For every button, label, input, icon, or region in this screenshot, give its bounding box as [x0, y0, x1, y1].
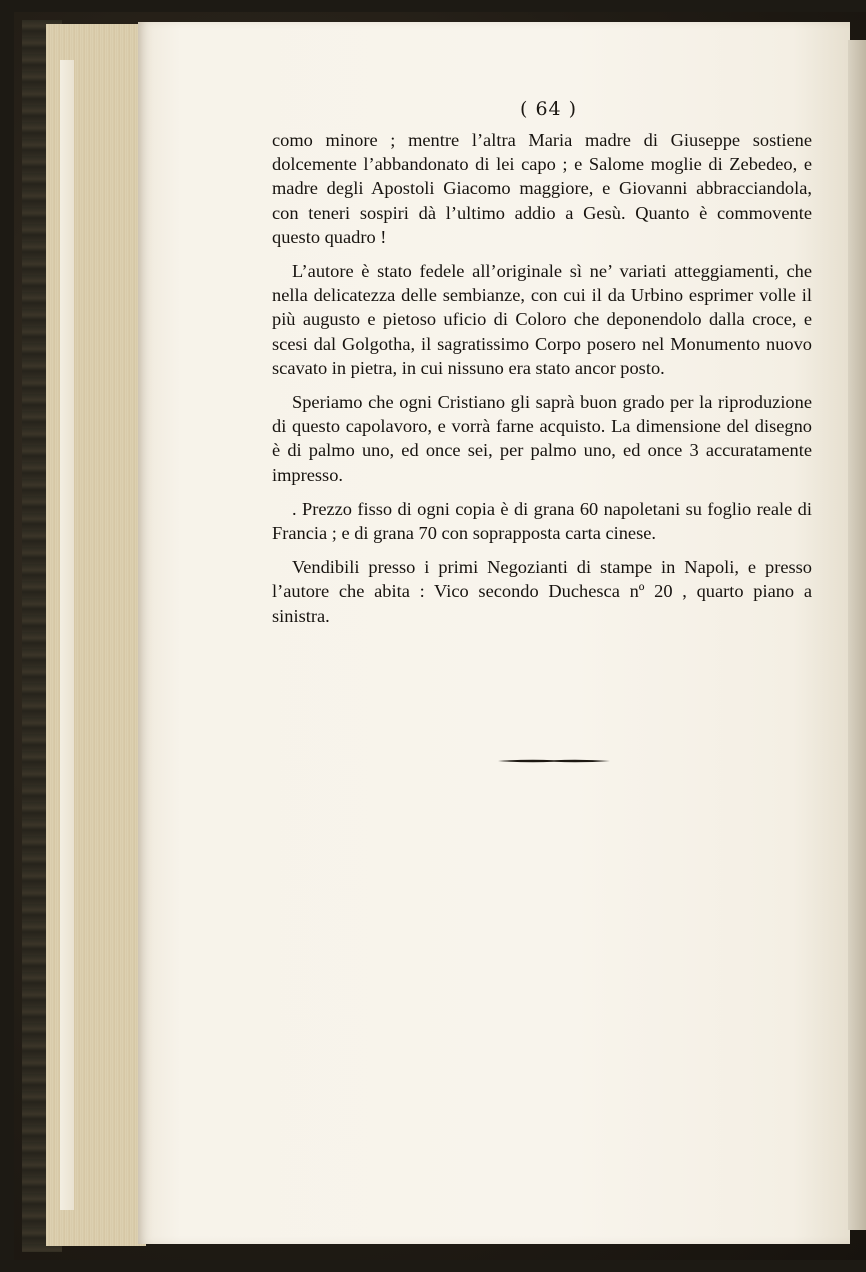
paragraph-1: como minore ; mentre l’altra Maria madre di Giuseppe sostiene dolcemente l’abbandonato di lei capo ; e Salome moglie di Zebedeo, e madre degli Apostoli Giacomo maggiore, e Giovanni abbracciandola, con teneri sospiri dà l’ultimo addio a Gesù. Quanto è commovente questo quadro !	[272, 130, 812, 247]
page-number: ( 64 )	[520, 98, 578, 120]
paragraph-5: Vendibili presso i primi Negozianti di stampe in Napoli, e presso l’autore che abita : Vico secondo Duchesca nº 20 , quarto piano a sinistra.	[272, 557, 812, 626]
paragraph-3: Speriamo che ogni Cristiano gli saprà buon grado per la riproduzione di questo capolavoro, e vorrà farne acquisto. La dimensione del disegno è di palmo uno, ed once sei, per palmo uno, ed once 3 accuratamente impresso.	[272, 392, 812, 485]
paragraph-2: L’autore è stato fedele all’originale sì ne’ variati atteggiamenti, che nella delicatezza delle sembianze, con cui il da Urbino esprimer volle il più augusto e pietoso uficio di Coloro che deponendolo dalla croce, e scesi dal Golgotha, il sagratissimo Corpo posero nel Monumento nuovo scavato in pietra, in cui nissuno era stato ancor posto.	[272, 261, 812, 378]
ornamental-divider	[498, 758, 610, 764]
page-stack-light-edge	[60, 60, 74, 1210]
next-page-edge	[848, 40, 866, 1230]
paragraph-4: . Prezzo fisso di ogni copia è di grana 60 napoletani su foglio reale di Francia ; e di grana 70 con soprapposta carta cinese.	[272, 498, 812, 544]
page-text	[272, 128, 812, 638]
